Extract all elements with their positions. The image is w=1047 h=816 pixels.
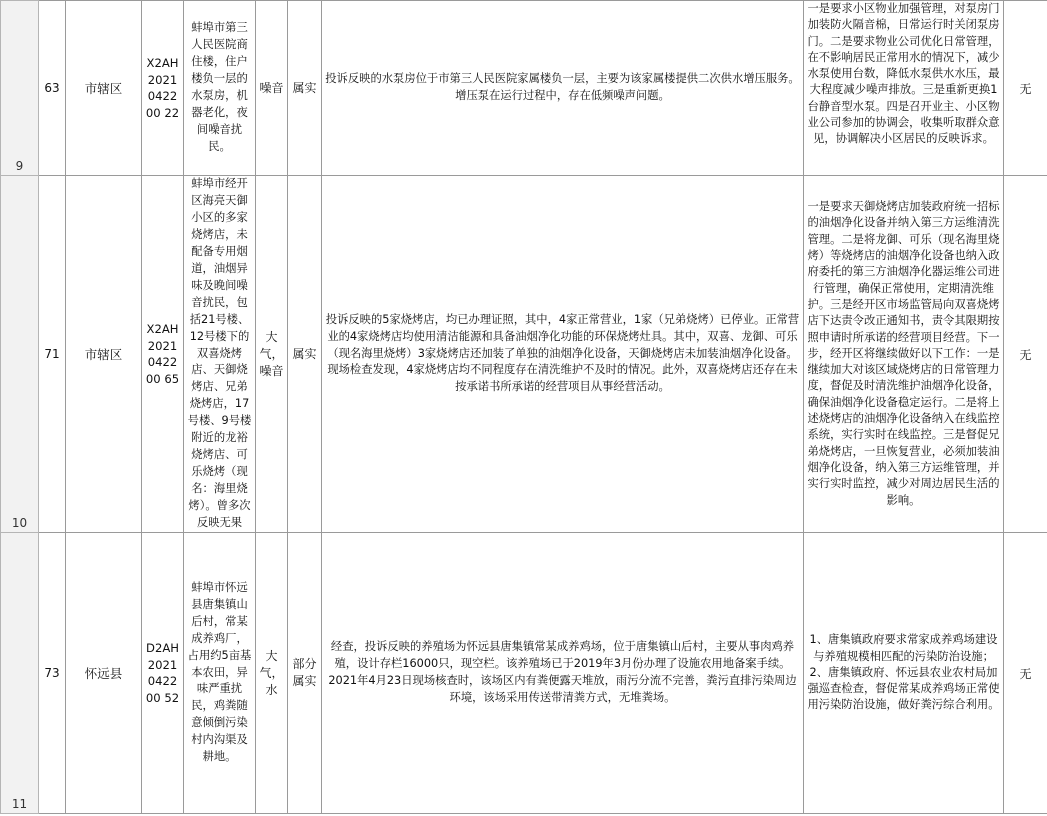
table-row <box>1 176 1047 533</box>
rectification-cell: 1、唐集镇政府要求常家成养鸡场建设与养殖规模相匹配的污染防治设施；2、唐集镇政府、怀远县农业农村局加强巡查检查，督促常某成养鸡场正常使用污染防治设施，做好粪污综合利用。 <box>804 533 1004 814</box>
district-cell: 市辖区 <box>66 1 142 176</box>
seq-cell: 63 <box>39 1 66 176</box>
code-cell: D2AH2021042200 52 <box>142 533 184 814</box>
pollution-type-cell: 大气，噪音 <box>256 176 288 533</box>
verified-cell: 部分属实 <box>288 533 322 814</box>
findings-cell: 经查，投诉反映的养殖场为怀远县唐集镇常某成养鸡场，位于唐集镇山后村，主要从事肉鸡养殖，设计存栏16000只，现空栏。该养殖场已于2019年3月份办理了设施农用地备案手续。2021年4月23日现场核查时，该场区内有粪便露天堆放，雨污分流不完善，粪污直排污染周边环境，该场采用传送带清粪方式，无堆粪场。 <box>322 533 804 814</box>
row-header[interactable]: 11 <box>1 533 39 814</box>
district-cell: 市辖区 <box>66 176 142 533</box>
seq-cell: 71 <box>39 176 66 533</box>
verified-cell: 属实 <box>288 1 322 176</box>
code-cell: X2AH2021042200 22 <box>142 1 184 176</box>
rectification-cell: 一是要求小区物业加强管理，对泵房门加装防火隔音棉，日常运行时关闭泵房门。二是要求物业公司优化日常管理，在不影响居民正常用水的情况下，减少水泵使用台数，降低水泵供水水压，最大程度减少噪声排放。三是重新更换1台静音型水泵。四是召开业主、小区物业公司参加的协调会，收集听取群众意见，协调解决小区居民的反映诉求。 <box>804 1 1004 176</box>
code-cell: X2AH2021042200 65 <box>142 176 184 533</box>
row-header[interactable]: 10 <box>1 176 39 533</box>
district-cell: 怀远县 <box>66 533 142 814</box>
accountability-cell: 无 <box>1004 533 1047 814</box>
pollution-type-cell: 噪音 <box>256 1 288 176</box>
content-cell: 蚌埠市怀远县唐集镇山后村，常某成养鸡厂，占用约5亩基本农田，异味严重扰民，鸡粪随意倾倒污染村内沟渠及耕地。 <box>184 533 256 814</box>
findings-cell: 投诉反映的5家烧烤店，均已办理证照，其中，4家正常营业，1家（兄弟烧烤）已停业。正常营业的4家烧烤店均使用清洁能源和具备油烟净化功能的环保烧烤灶具。其中，双喜、龙御、可乐（现名海里烧烤）3家烧烤店还加装了单独的油烟净化设备，天御烧烤店未加装油烟净化设备。现场检查发现，4家烧烤店均不同程度存在清洗维护不及时的情况。此外，双喜烧烤店还存在未按承诺书所承诺的经营项目从事经营活动。 <box>322 176 804 533</box>
accountability-cell: 无 <box>1004 1 1047 176</box>
content-cell: 蚌埠市经开区海亮天御小区的多家烧烤店，未配备专用烟道，油烟异味及晚间噪音扰民，包括21号楼、12号楼下的双喜烧烤店、天御烧烤店、兄弟烧烤店，17号楼、9号楼附近的龙裕烧烤店、可乐烧烤（现名：海里烧烤）。曾多次反映无果 <box>184 176 256 533</box>
accountability-cell: 无 <box>1004 176 1047 533</box>
seq-cell: 73 <box>39 533 66 814</box>
verified-cell: 属实 <box>288 176 322 533</box>
findings-cell: 投诉反映的水泵房位于市第三人民医院家属楼负一层，主要为该家属楼提供二次供水增压服务。增压泵在运行过程中，存在低频噪声问题。 <box>322 1 804 176</box>
table-row <box>1 1 1047 176</box>
content-cell: 蚌埠市第三人民医院商住楼，住户楼负一层的水泵房，机器老化，夜间噪音扰民。 <box>184 1 256 176</box>
rectification-cell: 一是要求天御烧烤店加装政府统一招标的油烟净化设备并纳入第三方运维清洗管理。二是将龙御、可乐（现名海里烧烤）等烧烤店的油烟净化设备也纳入政府委托的第三方油烟净化器运维公司进行管理，确保正常使用，定期清洗维护。三是经开区市场监管局向双喜烧烤店下达责令改正通知书，责令其限期按照申请时所承诺的经营项目经营。下一步，经开区将继续做好以下工作：一是继续加大对该区域烧烤店的日常管理力度，督促及时清洗维护油烟净化设备，确保油烟净化设备稳定运行。二是将上述烧烤店的油烟净化设备纳入在线监控系统，实行实时在线监控。三是督促兄弟烧烤店，一旦恢复营业，必须加装油烟净化设备，纳入第三方运维管理，并实行实时监控，减少对周边居民生活的影响。 <box>804 176 1004 533</box>
pollution-type-cell: 大气，水 <box>256 533 288 814</box>
table-row <box>1 533 1047 814</box>
row-header[interactable]: 9 <box>1 1 39 176</box>
